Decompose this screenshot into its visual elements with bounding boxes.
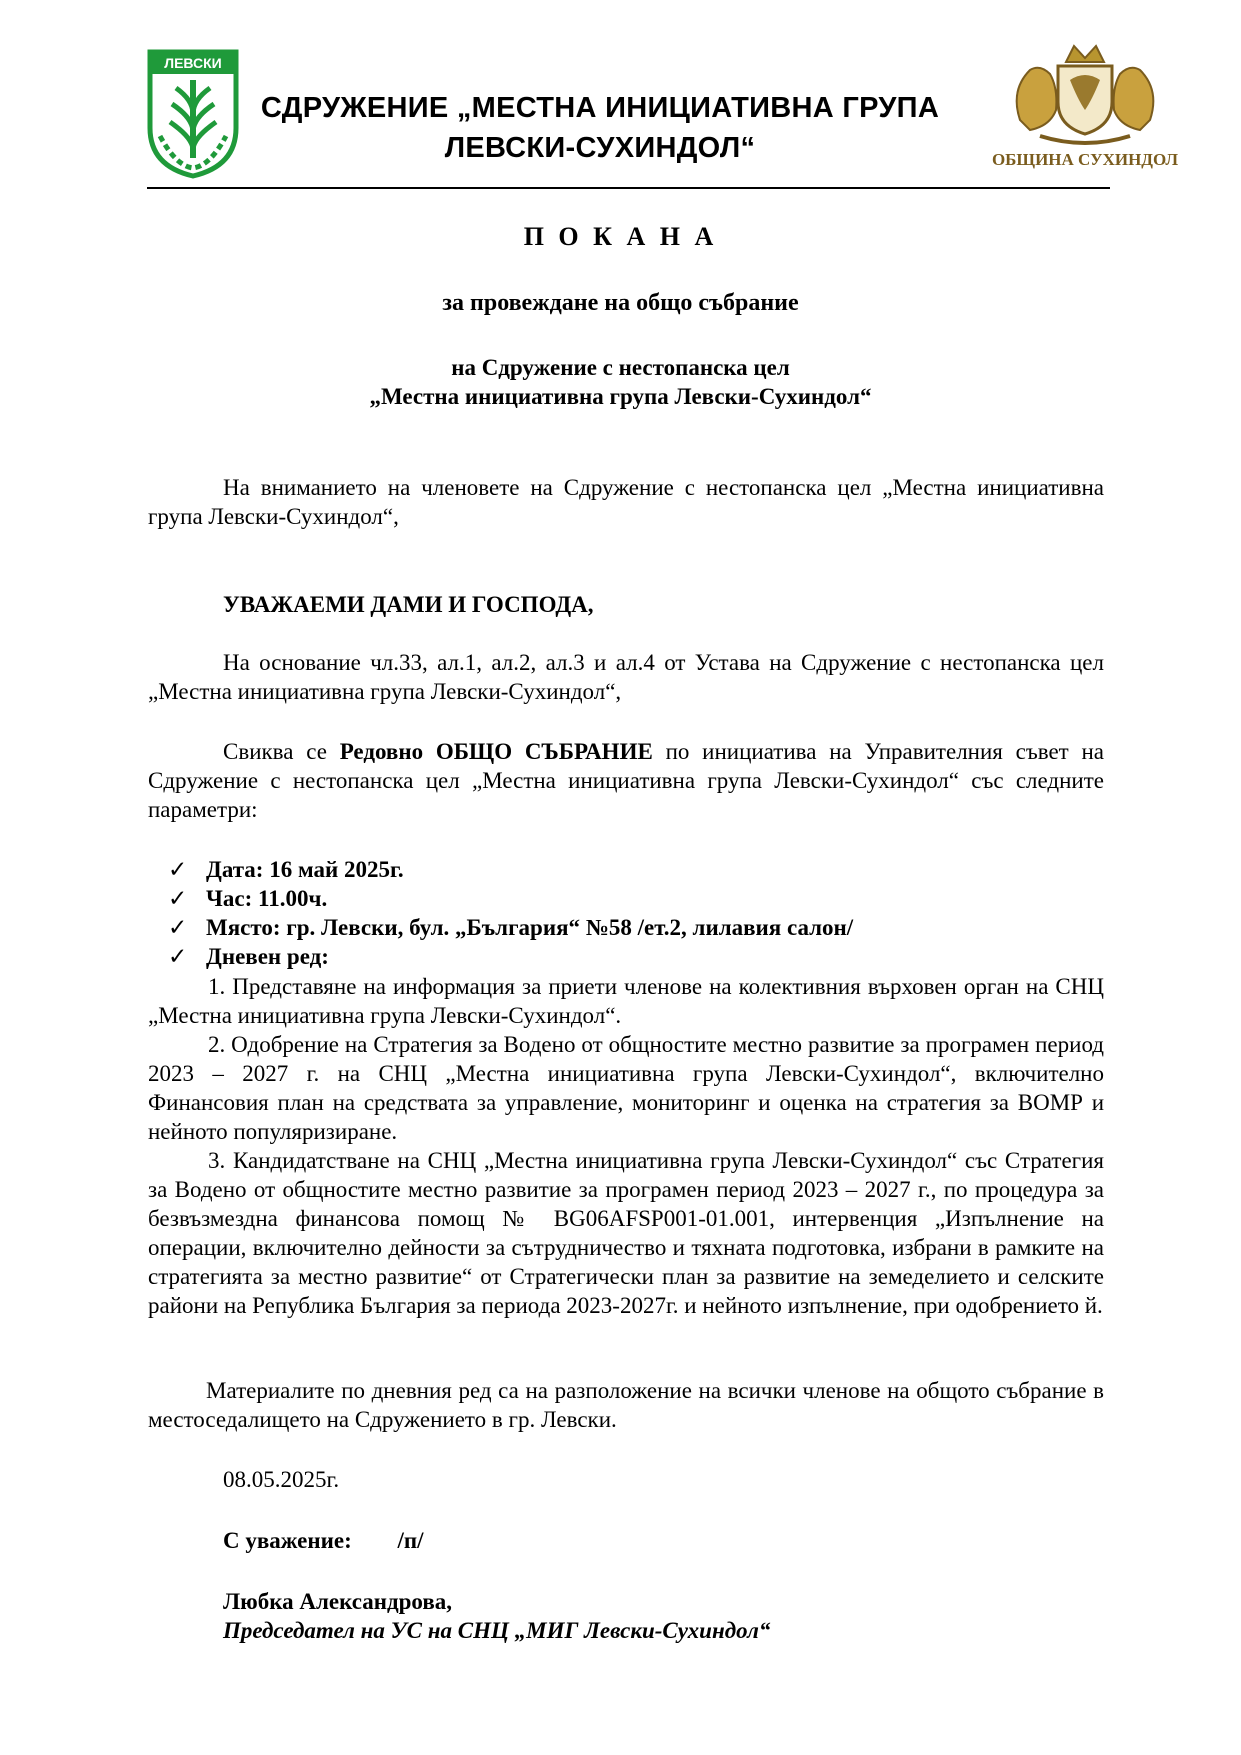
checkmark-icon: ✓ (168, 886, 188, 911)
parameter-agenda: Дневен ред: (206, 944, 329, 969)
header-title-line2: ЛЕВСКИ-СУХИНДОЛ“ (444, 132, 756, 164)
basis-paragraph: На основание чл.33, ал.1, ал.2, ал.3 и ал.4 от Устава на Сдружение с нестопанска цел „Местна инициативна група Левски-Сухиндол“, (148, 650, 1104, 704)
crest-icon (1000, 40, 1170, 150)
sukhindol-crest (991, 40, 1179, 180)
agenda-item: 2. Одобрение на Стратегия за Водено от общностите местно развитие за програмен период 2023 – 2027 г. на СНЦ „Местна инициативна група Левски-Сухиндол“, включително Финансовия план на средствата за управление, мониторинг и оценка на стратегия за ВОМР и нейното популяризиране. (148, 1032, 1104, 1144)
signatory-name: Любка Александрова, (223, 1589, 453, 1614)
agenda-list (148, 972, 1104, 1320)
regards-line (223, 1526, 424, 1555)
convene-suffix: по инициатива на Управителния съвет на Сдружение с нестопанска цел „Местна инициативна група Левски-Сухиндол“ със следните параметри: (148, 739, 1104, 822)
parameter-place: Място: гр. Левски, бул. „България“ №58 /ет.2, лилавия салон/ (206, 915, 854, 940)
attention-paragraph: На вниманието на членовете на Сдружение с нестопанска цел „Местна инициативна група Левски-Сухиндол“, (148, 475, 1104, 529)
parameter-date: Дата: 16 май 2025г. (206, 857, 404, 882)
document-date: 08.05.2025г. (223, 1467, 340, 1492)
parameters-list (168, 855, 1068, 971)
header-title-line1: СДРУЖЕНИЕ „МЕСТНА ИНИЦИАТИВНА ГРУПА (260, 92, 940, 124)
convene-bold: Редовно ОБЩО СЪБРАНИЕ (339, 739, 653, 764)
greeting: УВАЖАЕМИ ДАМИ И ГОСПОДА, (223, 592, 594, 617)
agenda-item: 3. Кандидатстване на СНЦ „Местна инициативна група Левски-Сухиндол“ със Стратегия за Водено от общностите местно развитие за програмен период 2023 – 2027 г., по процедура за безвъзмездна финансова помощ № BG06AFSP001-01.001, интервенция „Изпълнение на операции, включително дейности за сътрудничество и тяхната подготовка, избрани в рамките на стратегията за местно развитие“ от Стратегически план за развитие на земеделието и селските райони на Република България за периода 2023-2027г. и нейното изпълнение, при одобрението й. (148, 1148, 1104, 1318)
checkmark-icon: ✓ (168, 857, 188, 882)
convene-paragraph (148, 737, 1104, 824)
checkmark-icon: ✓ (168, 915, 188, 940)
parameter-item (168, 942, 1068, 971)
header-divider (147, 187, 1110, 189)
document-subtitle: за провеждане на общо събрание (442, 290, 799, 316)
materials-paragraph: Материалите по дневния ред са на разположение на всички членове на общото събрание в местоседалището на Сдружението в гр. Левски. (148, 1378, 1104, 1432)
regards-label: С уважение: (223, 1528, 352, 1553)
org-line1: на Сдружение с нестопанска цел (451, 355, 790, 380)
checkmark-icon: ✓ (168, 944, 188, 969)
org-line2: „Местна инициативна група Левски-Сухиндол“ (369, 384, 872, 409)
levski-logo-text: ЛЕВСКИ (164, 55, 222, 71)
parameter-item (168, 884, 1068, 913)
agenda-item: 1. Представяне на информация за приети членове на колективния върховен орган на СНЦ „Местна инициативна група Левски-Сухиндол“. (148, 974, 1104, 1028)
document-title: П О К А Н А (523, 222, 718, 251)
parameter-item (168, 913, 1068, 942)
signatory-position: Председател на УС на СНЦ „МИГ Левски-Сухиндол“ (223, 1618, 771, 1643)
header-title (200, 88, 1000, 168)
parameter-item (168, 855, 1068, 884)
parameter-time: Час: 11.00ч. (206, 886, 328, 911)
convene-prefix: Свиква се (223, 739, 340, 764)
signed-mark: /п/ (397, 1528, 424, 1553)
crest-caption: ОБЩИНА СУХИНДОЛ (991, 150, 1179, 169)
